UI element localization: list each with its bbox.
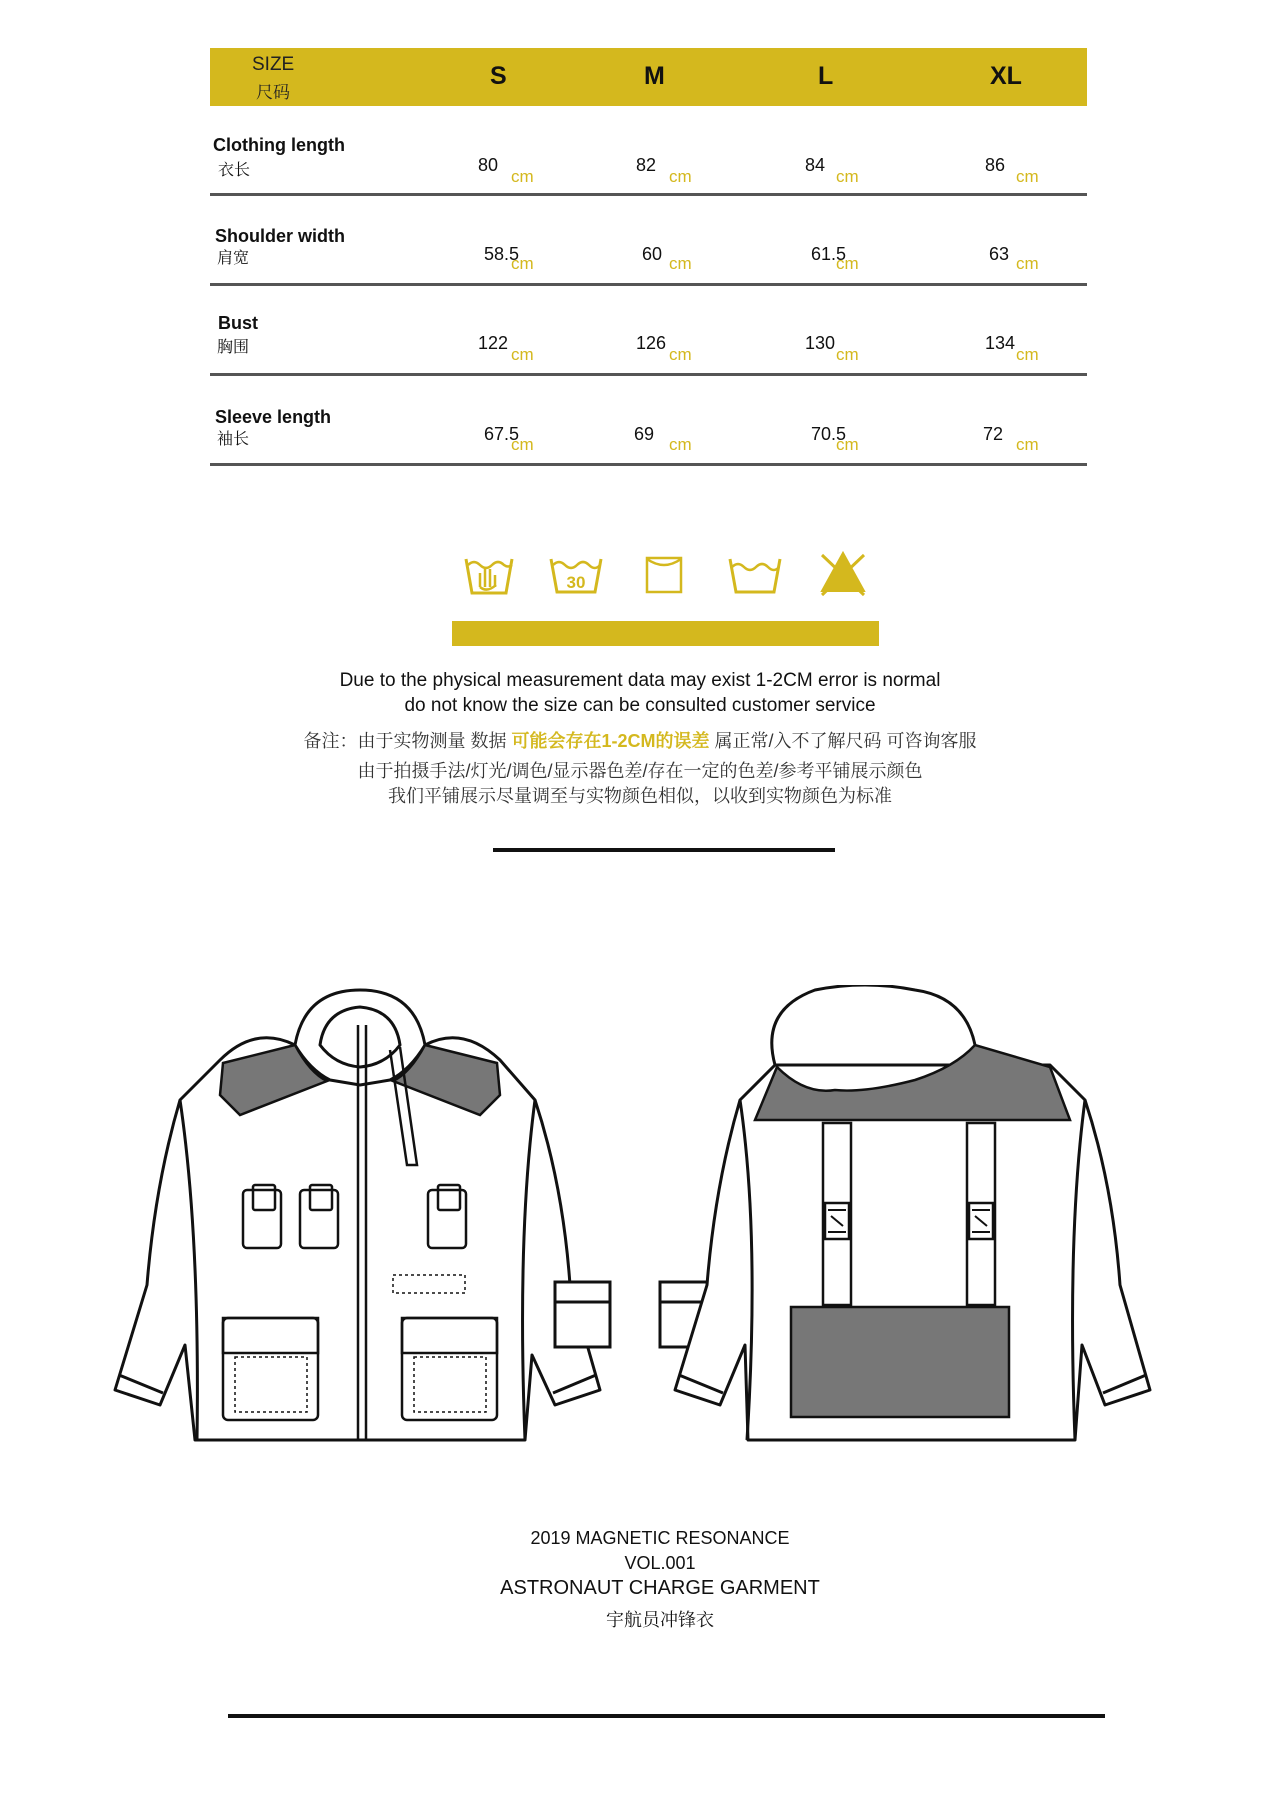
- cell-unit: cm: [836, 254, 859, 273]
- row-label-clothing-length: Clothing length: [213, 135, 345, 155]
- cell-unit: cm: [511, 435, 534, 454]
- size-table-header: [210, 48, 1087, 106]
- cell-value: 122: [478, 333, 509, 353]
- cell-value: 86: [985, 155, 1006, 175]
- cell-value: 134: [985, 333, 1016, 353]
- cell-value: 84: [805, 155, 826, 175]
- cell-unit: cm: [669, 345, 692, 364]
- note-cn-line2: 由于拍摄手法/灯光/调色/显示器色差/存在一定的色差/参考平铺展示颜色: [357, 761, 923, 781]
- cell-unit: cm: [669, 167, 692, 186]
- cell-unit: cm: [669, 435, 692, 454]
- hand-wash-icon: [462, 553, 516, 597]
- row-label-shoulder-width: Shoulder width: [215, 226, 345, 246]
- jacket-front-sketch: [105, 985, 605, 1445]
- row-label-cn: 胸围: [217, 339, 250, 356]
- cell-value: 67.5: [484, 424, 520, 444]
- cell-value: 61.5: [811, 244, 847, 264]
- cell-value: 70.5: [811, 424, 847, 444]
- row-label-cn: 袖长: [217, 431, 250, 448]
- wash-temp-label: 30: [566, 573, 586, 592]
- footer-divider: [228, 1714, 1105, 1718]
- cell-value: 69: [634, 424, 655, 444]
- footer-line3: ASTRONAUT CHARGE GARMENT: [500, 1577, 820, 1599]
- note-cn-suffix: 属正常/入不了解尺码 可咨询客服: [709, 731, 977, 751]
- cell-unit: cm: [836, 167, 859, 186]
- row-divider: [210, 283, 1087, 286]
- note-en-line2: do not know the size can be consulted customer service: [404, 695, 876, 716]
- note-cn-highlight: 可能会存在1-2CM的误差: [511, 731, 710, 751]
- cell-value: 58.5: [484, 244, 520, 264]
- footer-line1: 2019 MAGNETIC RESONANCE: [530, 1528, 790, 1548]
- footer-line2: VOL.001: [624, 1553, 696, 1573]
- size-header-en: SIZE: [252, 54, 295, 75]
- cell-unit: cm: [1016, 345, 1039, 364]
- note-cn-prefix: 备注：由于实物测量 数据: [303, 731, 512, 751]
- cell-unit: cm: [836, 435, 859, 454]
- cell-unit: cm: [836, 345, 859, 364]
- cell-unit: cm: [1016, 254, 1039, 273]
- cell-unit: cm: [511, 167, 534, 186]
- gentle-wash-icon: [727, 555, 783, 595]
- row-label-sleeve-length: Sleeve length: [215, 407, 332, 427]
- cell-value: 80: [478, 155, 499, 175]
- row-label-cn: 衣长: [218, 162, 251, 179]
- row-divider: [210, 463, 1087, 466]
- row-label-cn: 肩宽: [217, 250, 250, 267]
- size-col-s: S: [490, 62, 507, 90]
- row-label-bust: Bust: [218, 313, 258, 333]
- size-col-xl: XL: [990, 62, 1022, 90]
- size-col-l: L: [818, 62, 834, 90]
- wash-30-icon: [548, 555, 604, 595]
- size-header-cn: 尺码: [256, 83, 290, 102]
- note-cn-line1: [0, 727, 1280, 753]
- section-divider: [493, 848, 835, 852]
- cell-unit: cm: [511, 254, 534, 273]
- note-cn-line3: 我们平铺展示尽量调至与实物颜色相似，以收到实物颜色为标准: [388, 786, 892, 806]
- cell-value: 130: [805, 333, 836, 353]
- cell-unit: cm: [1016, 167, 1039, 186]
- no-bleach-icon: [818, 549, 868, 597]
- cell-value: 60: [642, 244, 663, 264]
- cell-unit: cm: [669, 254, 692, 273]
- row-divider: [210, 373, 1087, 376]
- cell-unit: cm: [511, 345, 534, 364]
- cell-value: 72: [983, 424, 1004, 444]
- cell-unit: cm: [1016, 435, 1039, 454]
- jacket-back-sketch: [665, 985, 1165, 1445]
- care-accent-bar: [452, 621, 879, 646]
- cell-value: 63: [989, 244, 1010, 264]
- note-en-line1: Due to the physical measurement data may exist 1-2CM error is normal: [339, 670, 941, 691]
- footer-line4: 宇航员冲锋衣: [606, 1610, 714, 1630]
- row-divider: [210, 193, 1087, 196]
- size-col-m: M: [644, 62, 665, 90]
- cell-value: 126: [636, 333, 667, 353]
- cell-value: 82: [636, 155, 657, 175]
- tumble-dry-icon: [644, 555, 684, 595]
